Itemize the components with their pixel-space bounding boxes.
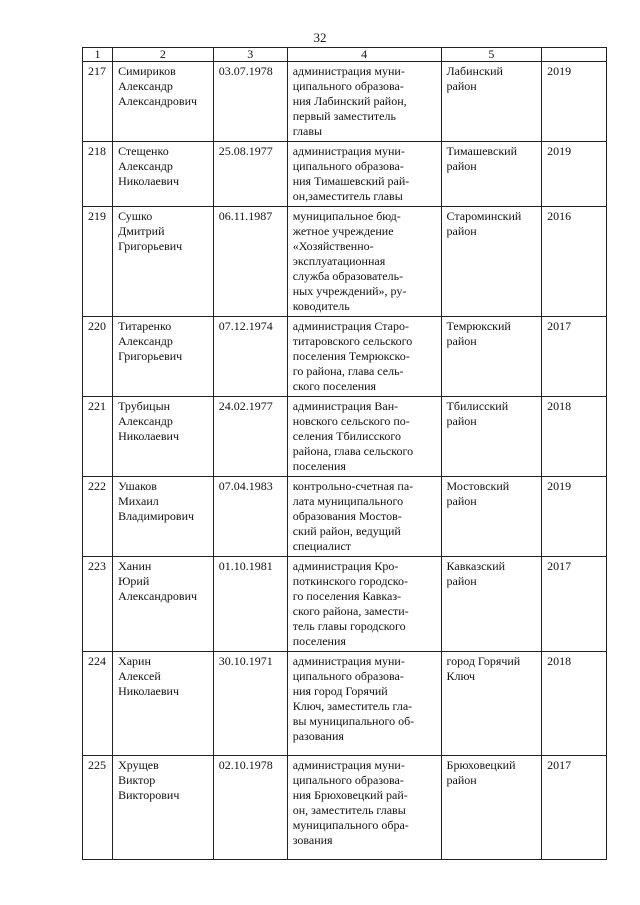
organization-position-cell: муниципальное бюд- жетное учреждение «Хозяйственно- эксплуатационная служба образователь- ных учреждений», ру- ководитель bbox=[287, 207, 441, 317]
organization-position-cell: администрация муни- ципального образова- ния Брюховецкий рай- он, заместитель главы муниципального обра- зования bbox=[287, 756, 441, 860]
table-row bbox=[83, 142, 607, 207]
column-header: 5 bbox=[441, 48, 542, 62]
page-number: 32 bbox=[313, 30, 327, 45]
column-header: 2 bbox=[113, 48, 214, 62]
organization-position-cell: администрация Старо- титаровского сельского поселения Темрюкско- го района, глава сель- ского поселения bbox=[287, 317, 441, 397]
full-name-cell: Трубицын Александр Николаевич bbox=[113, 397, 214, 477]
birth-date-cell: 07.12.1974 bbox=[213, 317, 287, 397]
birth-date-cell: 03.07.1978 bbox=[213, 62, 287, 142]
full-name-cell: Симириков Александр Александрович bbox=[113, 62, 214, 142]
year-cell: 2016 bbox=[542, 207, 607, 317]
year-cell: 2018 bbox=[542, 652, 607, 756]
full-name-cell: Ханин Юрий Александрович bbox=[113, 557, 214, 652]
year-cell: 2019 bbox=[542, 142, 607, 207]
row-number-cell: 222 bbox=[83, 477, 113, 557]
column-header: 4 bbox=[287, 48, 441, 62]
column-header: 3 bbox=[213, 48, 287, 62]
birth-date-cell: 24.02.1977 bbox=[213, 397, 287, 477]
organization-position-cell: администрация Кро- поткинского городско- го поселения Кавказ- ского района, замести- тель главы городского поселения bbox=[287, 557, 441, 652]
year-cell: 2017 bbox=[542, 756, 607, 860]
full-name-cell: Хрущев Виктор Викторович bbox=[113, 756, 214, 860]
row-number-cell: 221 bbox=[83, 397, 113, 477]
district-cell: Лабинский район bbox=[441, 62, 542, 142]
full-name-cell: Титаренко Александр Григорьевич bbox=[113, 317, 214, 397]
birth-date-cell: 02.10.1978 bbox=[213, 756, 287, 860]
row-number-cell: 218 bbox=[83, 142, 113, 207]
year-cell: 2017 bbox=[542, 557, 607, 652]
district-cell: Кавказский район bbox=[441, 557, 542, 652]
birth-date-cell: 25.08.1977 bbox=[213, 142, 287, 207]
full-name-cell: Ушаков Михаил Владимирович bbox=[113, 477, 214, 557]
year-cell: 2018 bbox=[542, 397, 607, 477]
table-row bbox=[83, 62, 607, 142]
table-row bbox=[83, 477, 607, 557]
table-row bbox=[83, 397, 607, 477]
full-name-cell: Сушко Дмитрий Григорьевич bbox=[113, 207, 214, 317]
row-number-cell: 224 bbox=[83, 652, 113, 756]
organization-position-cell: администрация муни- ципального образова- ния Лабинский район, первый заместитель главы bbox=[287, 62, 441, 142]
full-name-cell: Харин Алексей Николаевич bbox=[113, 652, 214, 756]
year-cell: 2017 bbox=[542, 317, 607, 397]
row-number-cell: 220 bbox=[83, 317, 113, 397]
table-row bbox=[83, 317, 607, 397]
table-row bbox=[83, 557, 607, 652]
column-header: 1 bbox=[83, 48, 113, 62]
row-number-cell: 217 bbox=[83, 62, 113, 142]
header-row bbox=[83, 48, 607, 62]
district-cell: город Горячий Ключ bbox=[441, 652, 542, 756]
row-number-cell: 223 bbox=[83, 557, 113, 652]
district-cell: Темрюкский район bbox=[441, 317, 542, 397]
district-cell: Брюховецкий район bbox=[441, 756, 542, 860]
organization-position-cell: контрольно-счетная па- лата муниципального образования Мостов- ский район, ведущий специалист bbox=[287, 477, 441, 557]
birth-date-cell: 06.11.1987 bbox=[213, 207, 287, 317]
birth-date-cell: 07.04.1983 bbox=[213, 477, 287, 557]
organization-position-cell: администрация муни- ципального образова- ния Тимашевский рай- он,заместитель главы bbox=[287, 142, 441, 207]
personnel-table bbox=[82, 47, 607, 860]
district-cell: Мостовский район bbox=[441, 477, 542, 557]
district-cell: Тимашевский район bbox=[441, 142, 542, 207]
full-name-cell: Стещенко Александр Николаевич bbox=[113, 142, 214, 207]
year-cell: 2019 bbox=[542, 477, 607, 557]
district-cell: Староминский район bbox=[441, 207, 542, 317]
table-row bbox=[83, 756, 607, 860]
row-number-cell: 225 bbox=[83, 756, 113, 860]
column-header bbox=[542, 48, 607, 62]
organization-position-cell: администрация муни- ципального образова- ния город Горячий Ключ, заместитель гла- вы муниципального об- разования bbox=[287, 652, 441, 756]
birth-date-cell: 01.10.1981 bbox=[213, 557, 287, 652]
table-row bbox=[83, 652, 607, 756]
table-row bbox=[83, 207, 607, 317]
district-cell: Тбилисский район bbox=[441, 397, 542, 477]
row-number-cell: 219 bbox=[83, 207, 113, 317]
year-cell: 2019 bbox=[542, 62, 607, 142]
birth-date-cell: 30.10.1971 bbox=[213, 652, 287, 756]
organization-position-cell: администрация Ван- новского сельского по- селения Тбилисского района, глава сельского поселения bbox=[287, 397, 441, 477]
